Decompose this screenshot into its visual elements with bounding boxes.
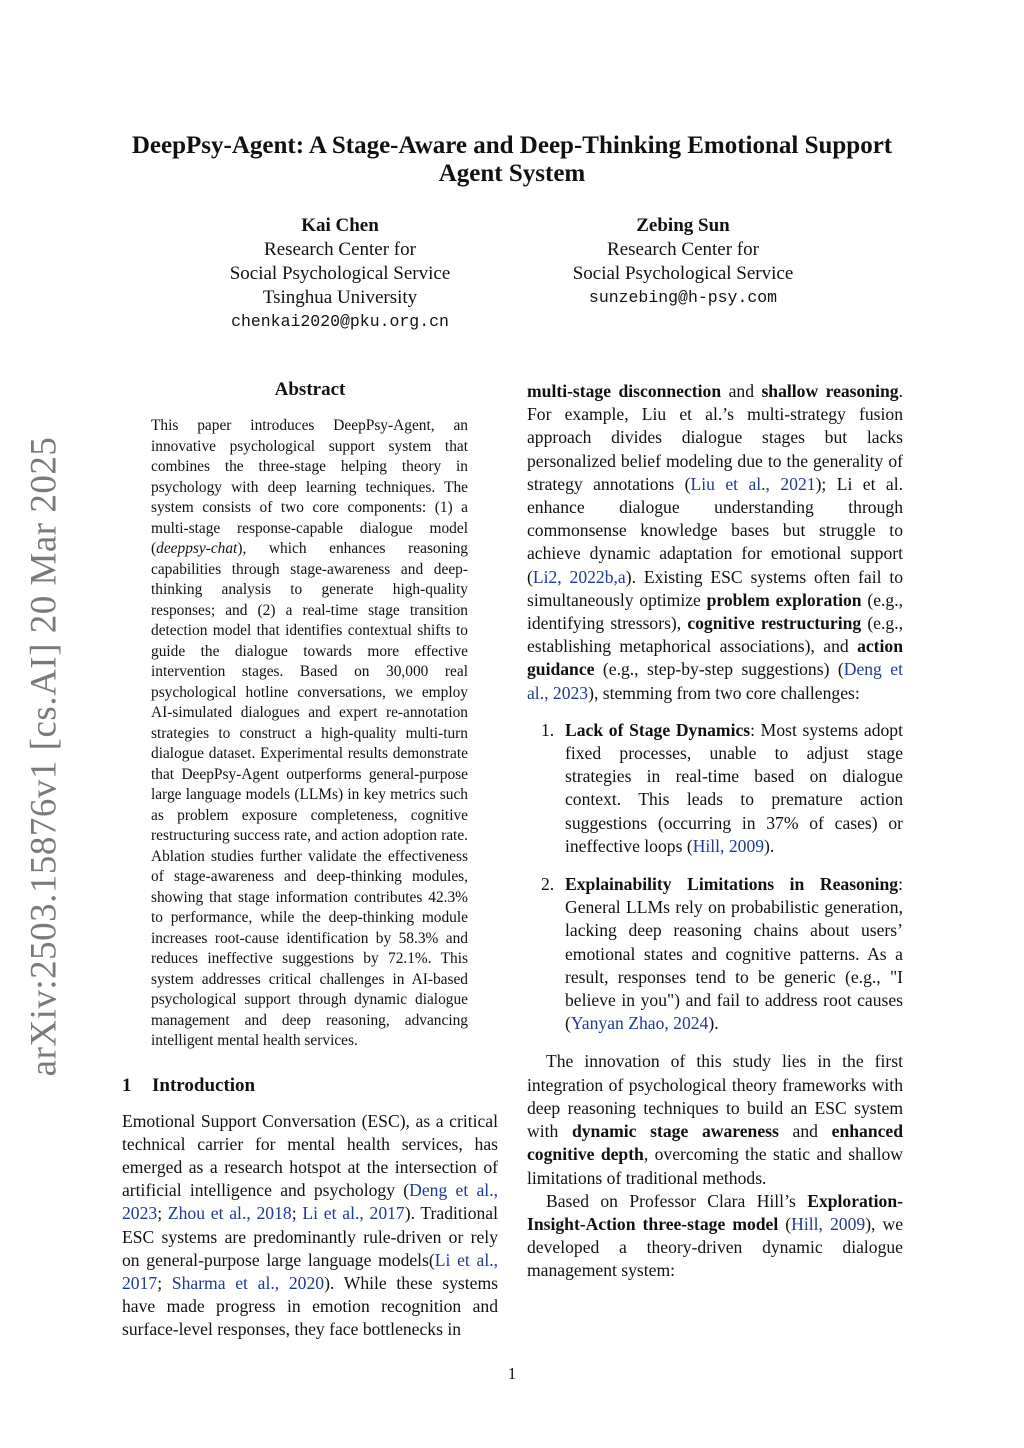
author-affiliation: Social Psychological Service: [229, 263, 451, 284]
citation-link[interactable]: Li et al., 2017: [122, 1249, 498, 1293]
bold-term: Explainability Limitations in Reasoning: [565, 874, 899, 895]
text: (e.g., step-by-step suggestions) (: [594, 659, 844, 680]
citation-link[interactable]: Deng et al., 2023: [122, 1180, 498, 1224]
text: (e.g., identifying stressors),: [527, 589, 904, 634]
model-name-emphasis: deeppsy-chat: [156, 540, 238, 557]
text: ).: [708, 1013, 719, 1034]
right-column: [527, 380, 903, 1283]
text: . For example, Liu et al.’s multi-strategy fusion approach divides dialogue stages but lacks personalized belief modeling due to the generality of strategy annotations (: [527, 381, 903, 494]
text: ;: [157, 1203, 168, 1224]
bold-term: dynamic stage awareness: [571, 1121, 779, 1142]
left-column: [122, 378, 498, 1342]
text: ;: [291, 1203, 303, 1224]
list-marker: 2.: [541, 874, 555, 895]
section-title: Introduction: [152, 1074, 256, 1096]
text: ;: [157, 1272, 172, 1293]
text: : Most systems adopt fixed processes, unable to adjust stage strategies in real-time based on dialogue context. This leads to premature action suggestions (occurring in 37% of cases) or ineffective loops (: [565, 719, 903, 856]
bold-term: action guidance: [527, 636, 903, 680]
citation-link[interactable]: Liu et al., 2021: [690, 473, 816, 494]
challenge-list: [527, 719, 903, 1036]
text: (: [778, 1213, 792, 1234]
text: ). While these systems have made progress in emotion recognition and surface-level responses, they face bottlenecks in: [122, 1272, 498, 1340]
citation-link[interactable]: Deng et al., 2023: [527, 659, 903, 703]
section-heading-introduction: [122, 1074, 498, 1098]
paper-title: DeepPsy-Agent: A Stage-Aware and Deep-Thinking Emotional Support Agent System: [131, 132, 893, 187]
text: ).: [764, 835, 775, 856]
text: Emotional Support Conversation (ESC), as a critical technical carrier for mental health services, has emerged as a research hotspot at the intersection of artificial intelligence and psychology (: [122, 1110, 498, 1201]
abstract-heading: Abstract: [274, 379, 346, 400]
text: ). Traditional ESC systems are predominantly rule-driven or rely on general-purpose large language models(: [122, 1203, 498, 1270]
text: ); Li et al. enhance dialogue understanding through commonsense knowledge bases but struggle to achieve dynamic adaptation for emotional support (: [527, 473, 903, 587]
list-marker: 1.: [541, 719, 555, 740]
text: The innovation of this study lies in the first integration of psychological theory frameworks with deep reasoning techniques to build an ESC system with: [527, 1051, 903, 1142]
text: ), stemming from two core challenges:: [588, 682, 860, 703]
bold-term: Lack of Stage Dynamics: [565, 719, 751, 740]
bold-term: problem exploration: [706, 589, 862, 610]
abstract-text-part: ), which enhances reasoning capabilities through stage-awareness and deep-thinking analysis to generate high-quality responses; and (2) a real-time stage transition detection model that identifies contextual shifts to guide the dialogue towards more effective intervention stages. Based on 30,000 real psychological hotline conversations, we employ AI-simulated dialogues and expert re-annotation strategies to construct a high-quality multi-turn dialogue dataset. Experimental results demonstrate that DeepPsy-Agent outperforms general-purpose large language models (LLMs) in key metrics such as problem exposure completeness, cognitive restructuring success rate, and action adoption rate. Ablation studies further validate the effectiveness of stage-awareness and deep-thinking modules, showing that stage information contributes 42.3% to performance, while the deep-thinking module increases root-cause identification by 58.3% and reduces ineffective suggestions by 72.1%. This system addresses critical challenges in AI-based psychological support through dynamic dialogue management and deep reasoning, advancing intelligent mental health services.: [151, 540, 468, 1049]
citation-link[interactable]: Hill, 2009: [692, 835, 765, 856]
citation-link[interactable]: Zhou et al., 2018: [167, 1203, 292, 1224]
page-number: 1: [507, 1364, 517, 1383]
author-email[interactable]: sunzebing@h-psy.com: [588, 288, 778, 307]
bold-term: enhanced cognitive depth: [527, 1121, 904, 1165]
text: ), we developed a theory-driven dynamic dialogue management system:: [527, 1213, 904, 1281]
text: and: [721, 381, 762, 401]
citation-link[interactable]: Li2, 2022b,a: [532, 566, 626, 587]
bold-term: cognitive restructuring: [687, 613, 862, 634]
text: ). Existing ESC systems often fail to simultaneously optimize: [527, 566, 904, 610]
author-block-2: [523, 214, 843, 310]
list-item: [527, 873, 903, 1035]
bold-term: Exploration-Insight-Action three-stage model: [527, 1190, 903, 1234]
arxiv-identifier-stamp: [15, 436, 73, 1076]
citation-link[interactable]: Yanyan Zhao, 2024: [570, 1013, 709, 1034]
intro-paragraph-1-continued: [527, 380, 903, 705]
intro-paragraph-3: [527, 1190, 903, 1283]
bold-term: shallow reasoning: [761, 381, 899, 401]
author-email[interactable]: chenkai2020@pku.org.cn: [231, 312, 449, 331]
bold-term: multi-stage disconnection: [527, 381, 722, 401]
list-item: [527, 719, 903, 858]
intro-paragraph-1: [122, 1110, 498, 1342]
abstract-text: [151, 416, 468, 1052]
text: : General LLMs rely on probabilistic generation, lacking deep reasoning chains about users’ emotional states and cognitive patterns. As a result, responses tend to be generic (e.g., "I believe in you") and fail to address root causes (: [565, 874, 903, 1034]
abstract-text-part: This paper introduces DeepPsy-Agent, an innovative psychological support system that combines the three-stage helping theory in psychology with deep learning techniques. The system consists of two core components: (1) a multi-stage response-capable dialogue model (: [151, 417, 468, 557]
author-name: Kai Chen: [301, 215, 379, 236]
citation-link[interactable]: Sharma et al., 2020: [171, 1272, 325, 1293]
author-affiliation: Research Center for: [264, 239, 416, 260]
text: and: [778, 1121, 832, 1142]
author-affiliation: Social Psychological Service: [572, 263, 794, 284]
text: Based on Professor Clara Hill’s: [546, 1190, 808, 1211]
author-affiliation: Research Center for: [607, 239, 759, 260]
intro-paragraph-2: [527, 1050, 903, 1189]
citation-link[interactable]: Li et al., 2017: [302, 1203, 405, 1224]
section-number: 1: [122, 1074, 132, 1096]
arxiv-identifier-text: arXiv:2503.15876v1 [cs.AI] 20 Mar 2025: [23, 436, 65, 1076]
author-block-1: [180, 214, 500, 334]
author-affiliation: Tsinghua University: [262, 287, 418, 308]
citation-link[interactable]: Hill, 2009: [791, 1213, 866, 1234]
text: (e.g., establishing metaphorical associations), and: [527, 613, 903, 657]
text: , overcoming the static and shallow limitations of traditional methods.: [527, 1144, 903, 1188]
author-name: Zebing Sun: [636, 215, 730, 236]
